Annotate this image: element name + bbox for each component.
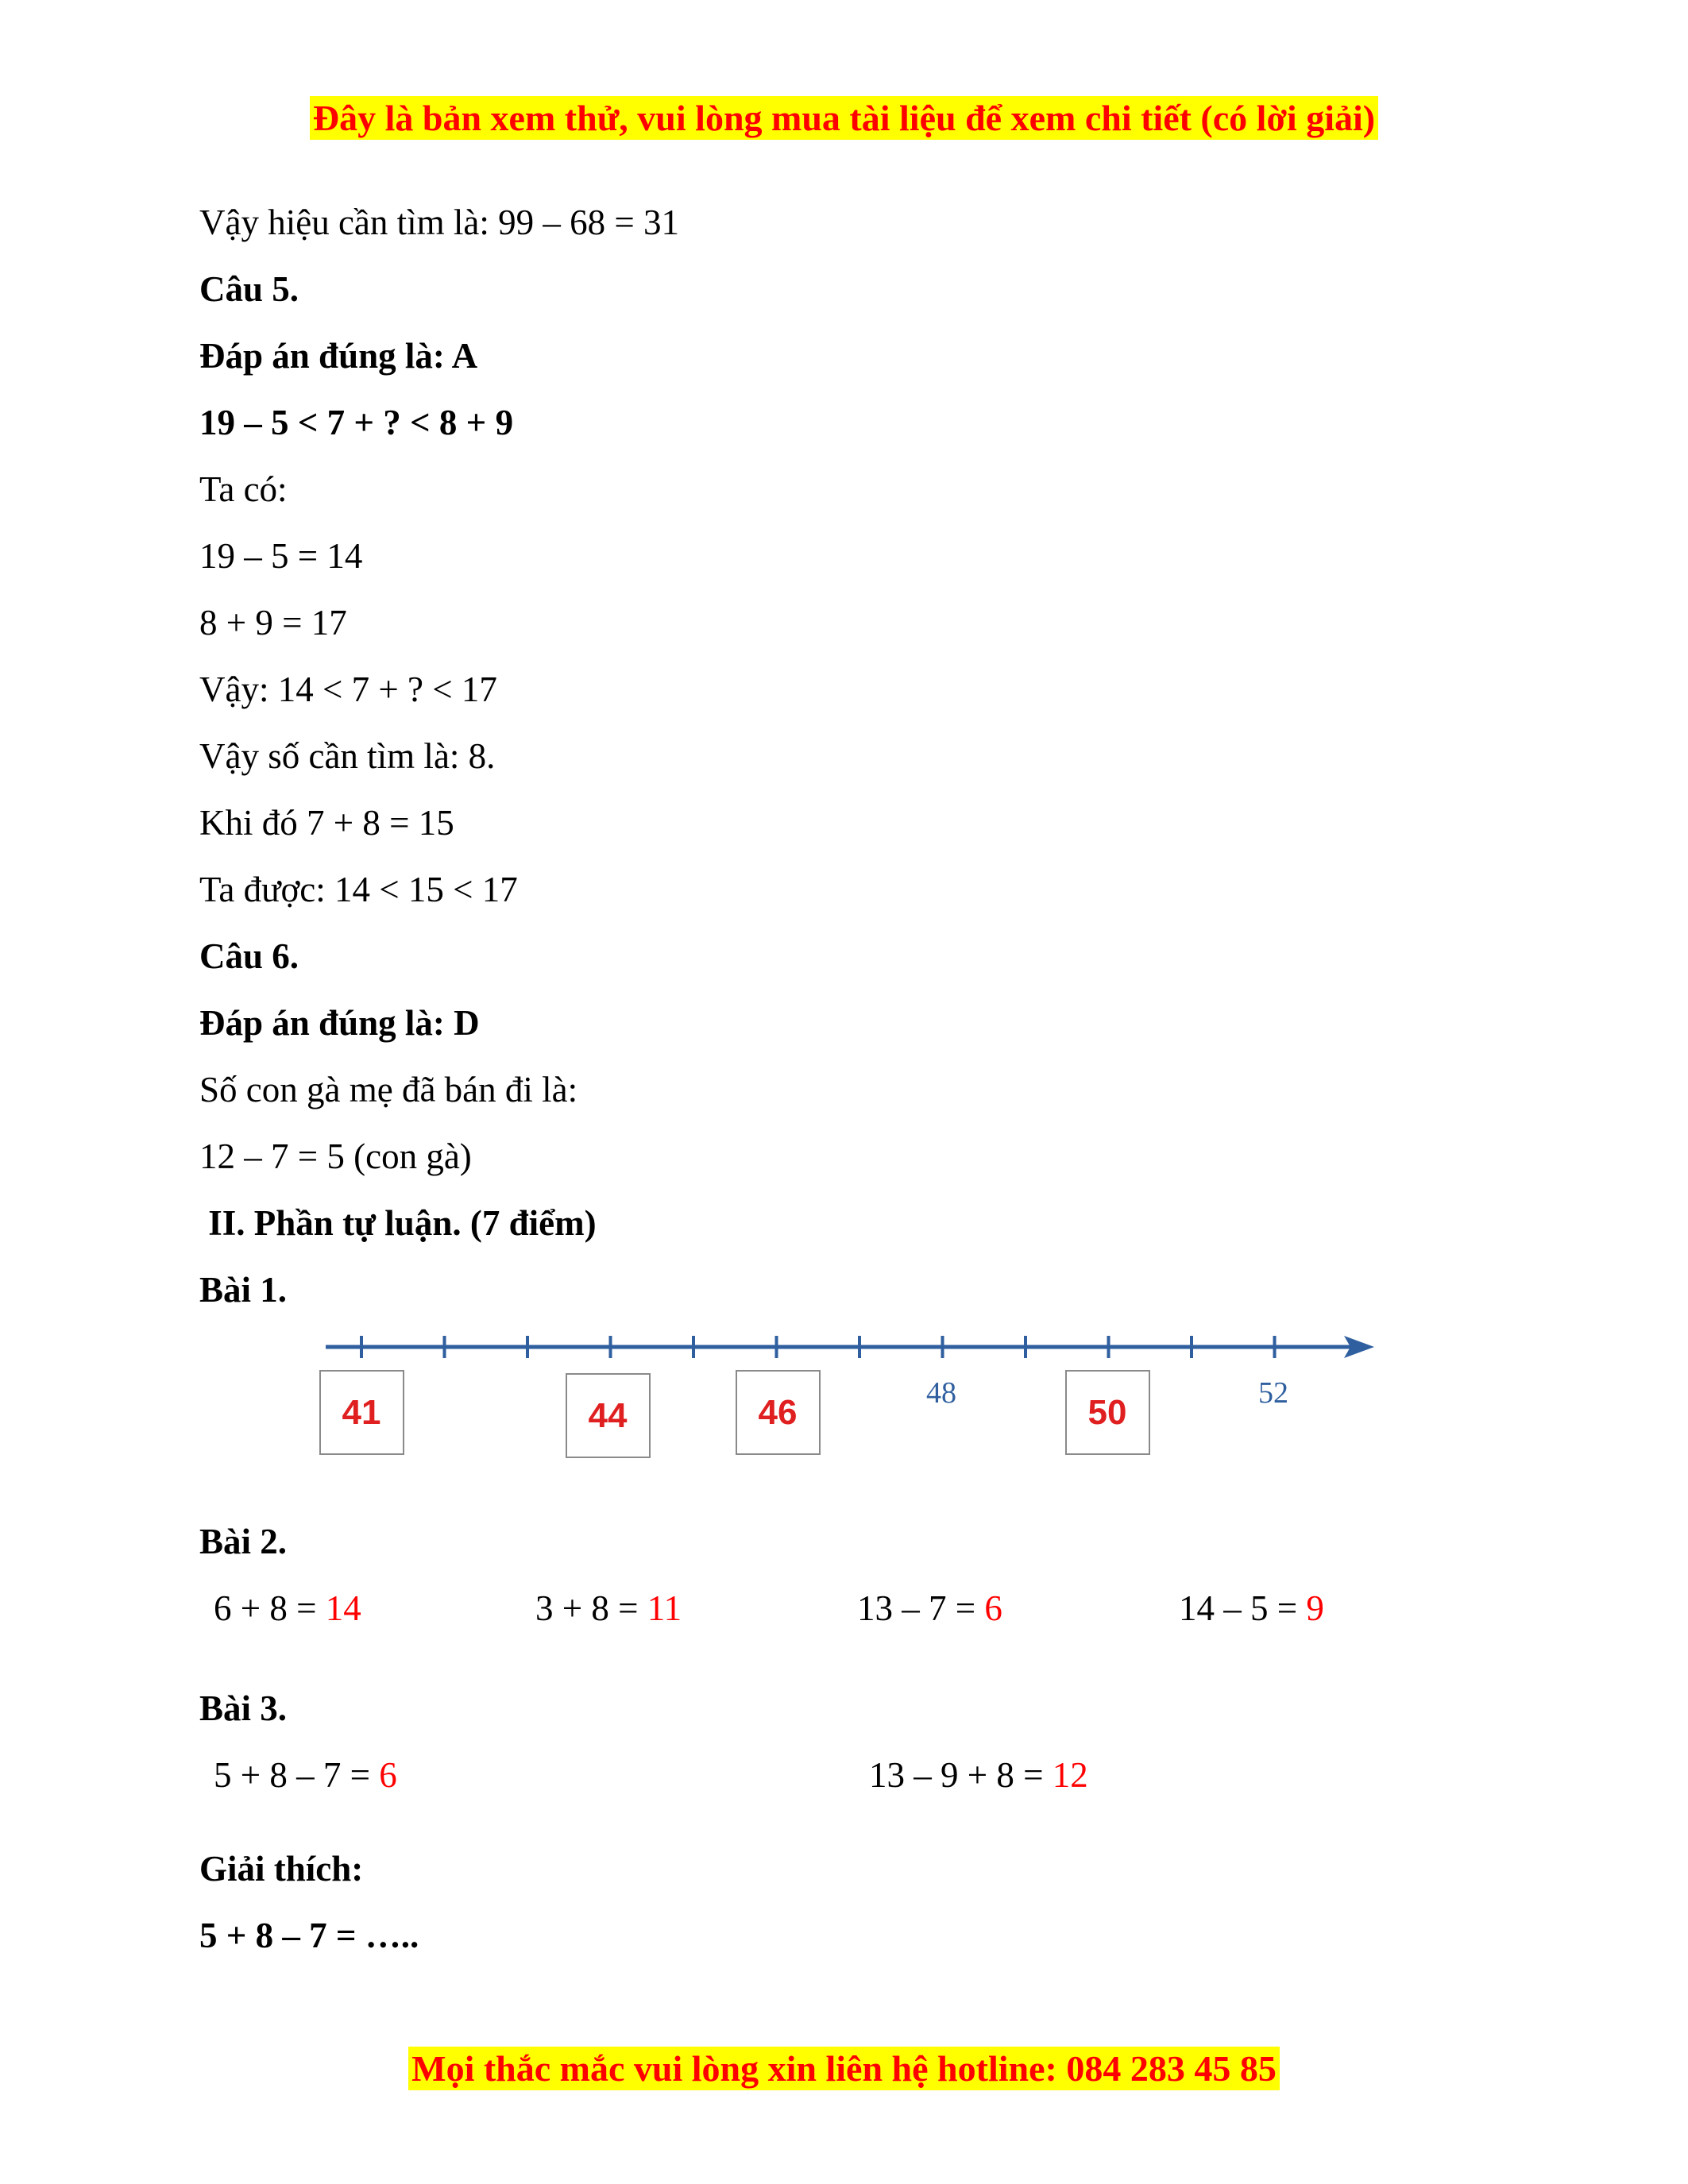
preview-notice-banner [0,97,1688,139]
answer-box [320,1371,404,1454]
answer-key: Đáp án đúng là: D [199,1003,480,1043]
text-line: Ta có: [199,469,288,509]
text-line: Ta được: 14 < 15 < 17 [199,870,518,909]
answer-value: 9 [1306,1588,1324,1628]
expression: 6 + 8 = [214,1588,326,1628]
answer-value: 6 [984,1588,1002,1628]
text-line: Vậy số cần tìm là: 8. [199,736,496,776]
printed-tick-label: 48 [926,1376,956,1410]
answer-value: 14 [325,1588,361,1628]
bai2-item [1165,1584,1486,1632]
text-line: 12 – 7 = 5 (con gà) [199,1136,472,1176]
section-heading: II. Phần tự luận. (7 điểm) [199,1203,597,1243]
expression: 13 – 7 = [857,1588,985,1628]
answer-box-value: 44 [588,1396,628,1435]
exercise-heading: Bài 2. [199,1522,288,1561]
answer-box [566,1374,650,1457]
question-heading: Câu 5. [199,269,299,309]
bai2-item [843,1584,1165,1632]
answer-box-value: 46 [758,1393,798,1432]
answer-value: 12 [1052,1755,1088,1795]
answer-box [736,1371,820,1454]
expression: 14 – 5 = [1179,1588,1307,1628]
document-body [199,199,1510,1978]
question-heading: Câu 6. [199,936,299,976]
bai3-item [199,1751,855,1799]
expression: 13 – 9 + 8 = [869,1755,1053,1795]
exercise-heading: Bài 3. [199,1688,288,1728]
text-line: 8 + 9 = 17 [199,603,347,642]
problem-statement: 19 – 5 < 7 + ? < 8 + 9 [199,403,514,442]
exercise-heading: Bài 1. [199,1270,288,1310]
text-line: Vậy hiệu cần tìm là: 99 – 68 = 31 [199,203,680,242]
answer-value: 11 [647,1588,682,1628]
preview-notice-text: Đây là bản xem thử, vui lòng mua tài liệu để xem chi tiết (có lời giải) [310,96,1378,140]
explanation-expression: 5 + 8 – 7 = ….. [199,1916,419,1955]
hotline-text: Mọi thắc mắc vui lòng xin liên hệ hotline: 084 283 45 85 [408,2047,1280,2090]
text-line: Số con gà mẹ đã bán đi là: [199,1070,578,1109]
answer-key: Đáp án đúng là: A [199,336,478,376]
printed-tick-label: 52 [1258,1376,1288,1410]
explanation-heading: Giải thích: [199,1849,364,1889]
bai2-item [521,1584,843,1632]
answer-value: 6 [379,1755,397,1795]
hotline-banner [0,2047,1688,2089]
bai2-item [199,1584,521,1632]
bai3-answers [199,1751,1510,1799]
number-line-figure [310,1325,1382,1476]
answer-box-value: 50 [1087,1393,1127,1432]
bai3-item [855,1751,1510,1799]
expression: 5 + 8 – 7 = [214,1755,380,1795]
expression: 3 + 8 = [535,1588,647,1628]
answer-box-value: 41 [342,1393,381,1432]
text-line: Khi đó 7 + 8 = 15 [199,803,454,843]
text-line: 19 – 5 = 14 [199,536,363,576]
answer-box [1066,1371,1149,1454]
text-line: Vậy: 14 < 7 + ? < 17 [199,669,497,709]
bai2-answers [199,1584,1510,1632]
